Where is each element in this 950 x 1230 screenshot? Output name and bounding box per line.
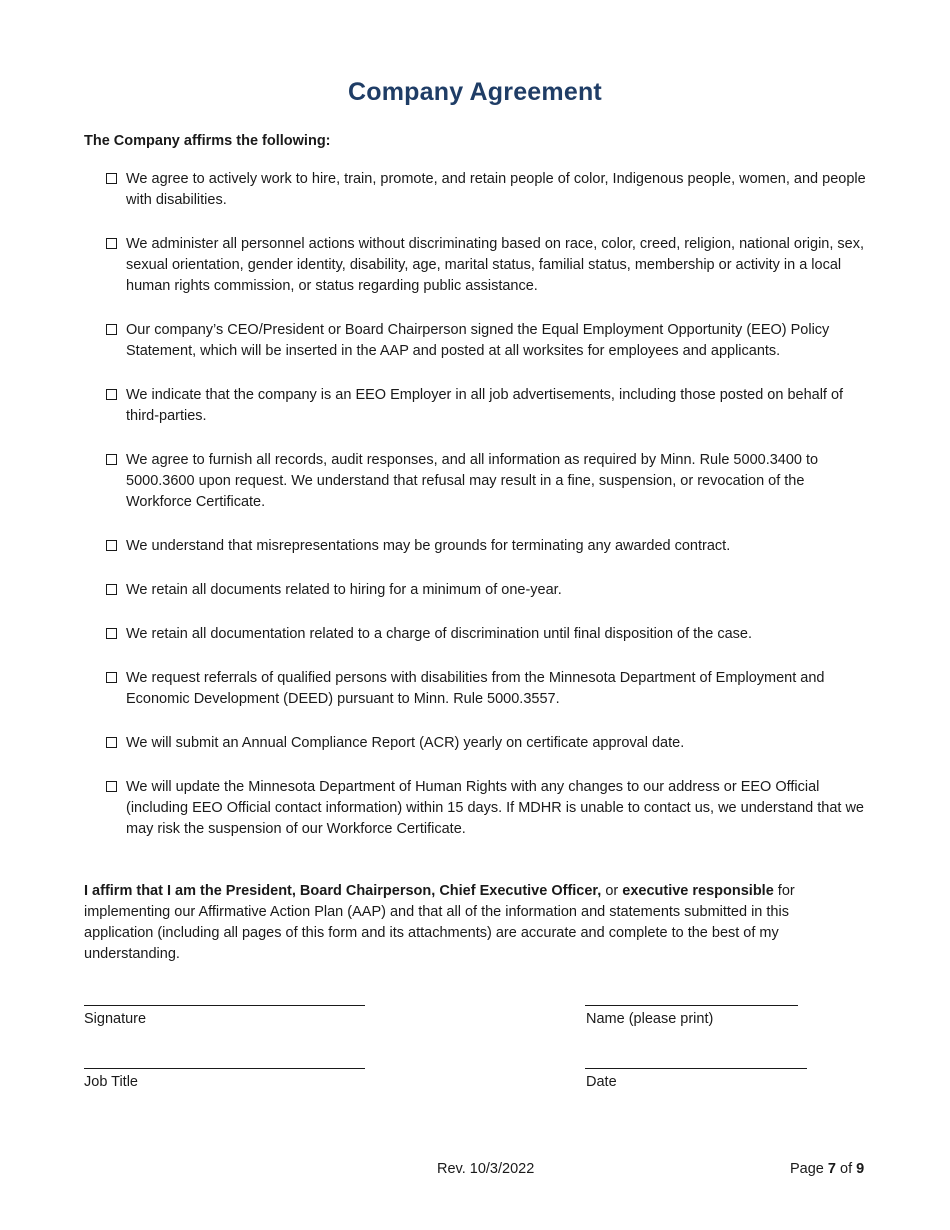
date-label: Date bbox=[586, 1074, 617, 1090]
date-line[interactable] bbox=[585, 1068, 807, 1070]
job-title-label: Job Title bbox=[84, 1074, 138, 1090]
checklist-item bbox=[106, 580, 866, 601]
job-title-line[interactable] bbox=[84, 1068, 365, 1070]
checklist-item bbox=[106, 536, 866, 557]
checklist-item bbox=[106, 320, 866, 362]
checklist-item bbox=[106, 733, 866, 754]
checkbox[interactable] bbox=[106, 238, 117, 249]
checkbox[interactable] bbox=[106, 628, 117, 639]
checklist-item-text: We request referrals of qualified persons with disabilities from the Minnesota Department of Employment and Economic Development (DEED) pursuant to Minn. Rule 5000.3557. bbox=[126, 670, 825, 707]
intro-heading: The Company affirms the following: bbox=[84, 133, 331, 149]
checklist-item bbox=[106, 668, 866, 710]
checklist-item-text: We agree to actively work to hire, train, promote, and retain people of color, Indigenous people, women, and people with disabilities. bbox=[126, 171, 866, 208]
checklist-item bbox=[106, 450, 866, 513]
of-word: of bbox=[840, 1161, 853, 1177]
checkbox[interactable] bbox=[106, 672, 117, 683]
signature-line[interactable] bbox=[84, 1005, 365, 1007]
page-title: Company Agreement bbox=[348, 78, 602, 106]
checkbox[interactable] bbox=[106, 584, 117, 595]
affirmation-statement bbox=[84, 881, 804, 965]
checklist-item-text: We will update the Minnesota Department of Human Rights with any changes to our address or EEO Official (including EEO Official contact information) within 15 days. If MDHR is unable to contact us, we understand that we may risk the suspension of our Workforce Certificate. bbox=[126, 779, 864, 837]
checklist-item bbox=[106, 385, 866, 427]
affirmation-checklist bbox=[106, 169, 866, 863]
checklist-item-text: We indicate that the company is an EEO Employer in all job advertisements, including those posted on behalf of third-parties. bbox=[126, 387, 844, 424]
page-total: 9 bbox=[856, 1161, 865, 1177]
page-word: Page bbox=[790, 1161, 824, 1177]
page-number bbox=[790, 1161, 864, 1177]
checklist-item bbox=[106, 777, 866, 840]
affirmation-rest: for implementing our Affirmative Action Plan (AAP) and that all of the information and statements submitted in this application (including all pages of this form and its attachments) are accurate and complete to the best of my understanding. bbox=[84, 883, 795, 962]
checklist-item-text: We agree to furnish all records, audit responses, and all information as required by Minn. Rule 5000.3400 to 5000.3600 upon request. We understand that refusal may result in a fine, suspension, or revocation of the Workforce Certificate. bbox=[126, 452, 819, 510]
checklist-item-text: We retain all documentation related to a charge of discrimination until final disposition of the case. bbox=[126, 626, 752, 642]
affirmation-bold-end: executive responsible bbox=[622, 883, 774, 899]
checklist-item bbox=[106, 234, 866, 297]
checklist-item-text: We retain all documents related to hiring for a minimum of one-year. bbox=[126, 582, 562, 598]
checkbox[interactable] bbox=[106, 454, 117, 465]
checkbox[interactable] bbox=[106, 540, 117, 551]
checkbox[interactable] bbox=[106, 389, 117, 400]
checklist-item-text: Our company’s CEO/President or Board Chairperson signed the Equal Employment Opportunity (EEO) Policy Statement, which will be inserted in the AAP and posted at all worksites for employees and applicants. bbox=[126, 322, 830, 359]
checkbox[interactable] bbox=[106, 173, 117, 184]
signature-label: Signature bbox=[84, 1011, 147, 1027]
checkbox[interactable] bbox=[106, 324, 117, 335]
checklist-item bbox=[106, 169, 866, 211]
revision-date: Rev. 10/3/2022 bbox=[437, 1161, 535, 1177]
checklist-item-text: We administer all personnel actions without discriminating based on race, color, creed, religion, national origin, sex, sexual orientation, gender identity, disability, age, marital status, familial status, membership or activity in a local human rights commission, or status regarding public assistance. bbox=[126, 236, 865, 294]
checklist-item-text: We understand that misrepresentations may be grounds for terminating any awarded contract. bbox=[126, 538, 731, 554]
affirmation-or: or bbox=[601, 883, 623, 899]
page-current: 7 bbox=[827, 1161, 836, 1177]
checklist-item bbox=[106, 624, 866, 645]
affirmation-bold-start: I affirm that I am the President, Board Chairperson, Chief Executive Officer, bbox=[84, 883, 602, 899]
name-line[interactable] bbox=[585, 1005, 798, 1007]
checklist-item-text: We will submit an Annual Compliance Report (ACR) yearly on certificate approval date. bbox=[126, 735, 685, 751]
checkbox[interactable] bbox=[106, 781, 117, 792]
checkbox[interactable] bbox=[106, 737, 117, 748]
name-label: Name (please print) bbox=[586, 1011, 714, 1027]
